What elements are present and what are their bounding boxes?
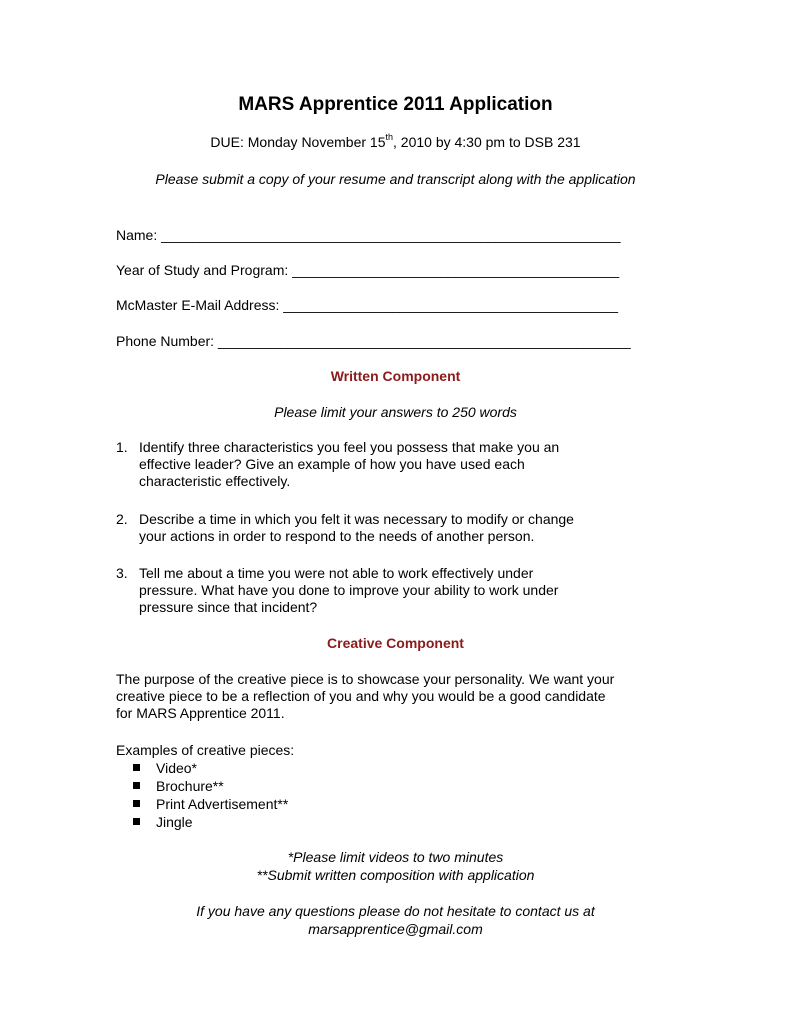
due-prefix: DUE: Monday November 15 [210,134,386,150]
composition-note: **Submit written composition with application [256,867,535,883]
example-item [133,778,224,795]
year-program-blank[interactable]: __________________________________________ [292,262,620,278]
question-line: effective leader? Give an example of how you have used each [139,456,525,472]
question-number: 2. [116,511,128,527]
bullet-icon [133,800,140,807]
name-field[interactable] [116,227,621,244]
example-item [133,814,193,831]
submission-instruction: Please submit a copy of your resume and transcript along with the application [155,171,636,187]
example-text: Print Advertisement** [156,796,289,812]
examples-label: Examples of creative pieces: [116,742,295,758]
question-line: Describe a time in which you felt it was necessary to modify or change [139,511,574,527]
example-text: Jingle [156,814,193,830]
paragraph-line: The purpose of the creative piece is to showcase your personality. We want your [116,671,615,687]
phone-label: Phone Number: [116,333,218,349]
email-field[interactable] [116,297,618,314]
question-number: 3. [116,565,128,581]
year-program-field[interactable] [116,262,619,279]
name-label: Name: [116,227,162,243]
email-blank[interactable]: ___________________________________________ [283,297,619,313]
example-item [133,796,288,813]
name-blank[interactable]: ___________________________________________________________ [161,227,621,243]
paragraph-line: creative piece to be a reflection of you and why you would be a good candidate [116,688,606,704]
example-text: Video* [156,760,198,776]
bullet-icon [133,818,140,825]
phone-field[interactable] [116,333,631,350]
due-suffix: , 2010 by 4:30 pm to DSB 231 [393,134,581,150]
question-number: 1. [116,439,128,455]
question-line: pressure. What have you done to improve your ability to work under [139,582,559,598]
example-text: Brochure** [156,778,224,794]
paragraph-line: for MARS Apprentice 2011. [116,705,285,721]
example-item [133,760,197,777]
question-text [139,439,559,490]
creative-component-heading: Creative Component [327,635,464,651]
question-line: pressure since that incident? [139,599,318,615]
bullet-icon [133,782,140,789]
contact-note: If you have any questions please do not hesitate to contact us at [196,903,595,919]
phone-blank[interactable]: _____________________________________________________ [217,333,631,349]
question-line: your actions in order to respond to the needs of another person. [139,528,535,544]
word-limit-note: Please limit your answers to 250 words [274,404,517,420]
creative-paragraph [116,671,614,722]
due-date [0,134,791,151]
page-title: MARS Apprentice 2011 Application [238,94,553,115]
written-component-heading: Written Component [330,368,461,384]
video-limit-note: *Please limit videos to two minutes [287,849,504,865]
question-line: Identify three characteristics you feel you possess that make you an [139,439,560,455]
bullet-icon [133,764,140,771]
email-label: McMaster E-Mail Address: [116,297,284,313]
due-sup: th [385,132,393,143]
question-line: characteristic effectively. [139,473,291,489]
question-text [139,511,574,545]
question-line: Tell me about a time you were not able to work effectively under [139,565,534,581]
year-program-label: Year of Study and Program: [116,262,293,278]
contact-email[interactable]: marsapprentice@gmail.com [308,921,483,937]
question-text [139,565,558,616]
